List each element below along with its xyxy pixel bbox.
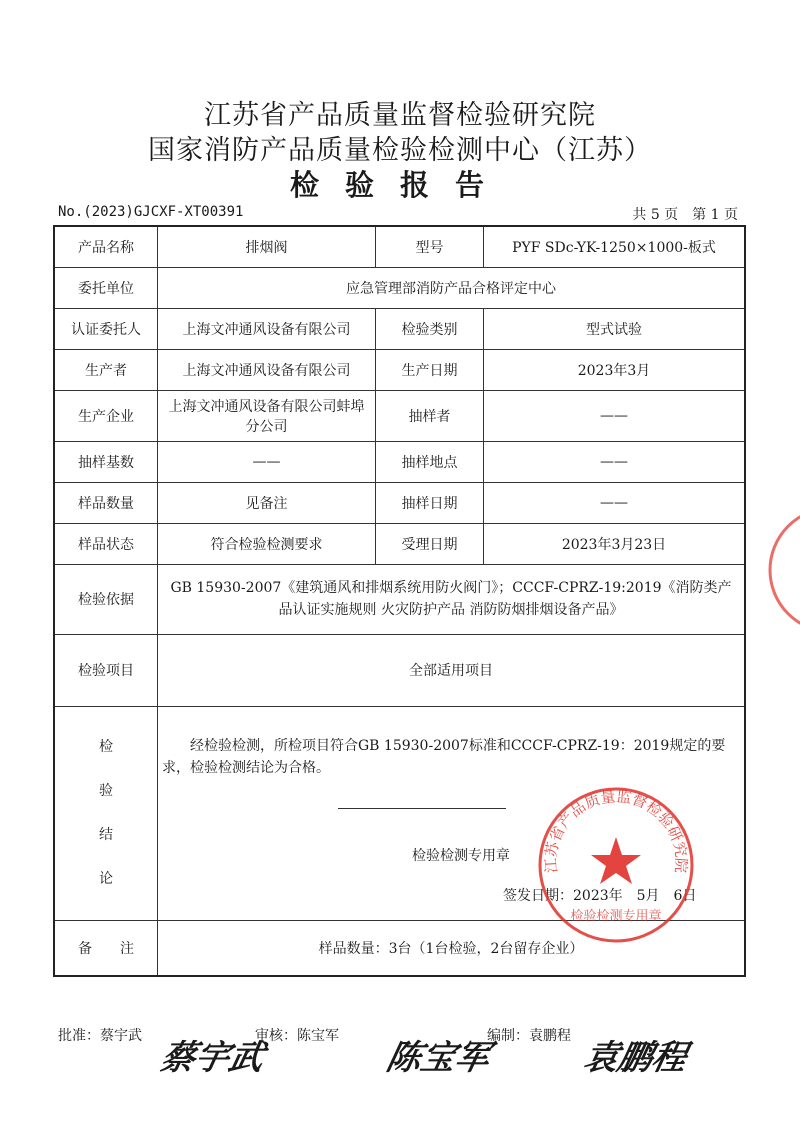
table-row xyxy=(54,226,745,267)
sample-base-value: —— xyxy=(158,441,376,482)
producer-label: 生产者 xyxy=(54,349,158,390)
client-label: 委托单位 xyxy=(54,267,158,308)
sample-place-label: 抽样地点 xyxy=(376,441,484,482)
producer-value: 上海文冲通风设备有限公司 xyxy=(158,349,376,390)
seal-bottom-text: 检验检测专用章 xyxy=(570,909,662,924)
table-row xyxy=(54,441,745,482)
product-name-label: 产品名称 xyxy=(54,226,158,267)
report-number: No.(2023)GJCXF-XT00391 xyxy=(58,204,244,220)
items-label: 检验项目 xyxy=(54,634,158,706)
seal-arc-text: 江苏省产品质量监督检验研究院 xyxy=(541,787,691,874)
conclusion-divider xyxy=(338,808,506,809)
report-title: 检验报告 xyxy=(289,168,510,202)
conclusion-text: 经检验检测，所检项目符合GB 15930-2007标准和CCCF-CPRZ-19：2019规定的要求，检验检测结论为合格。 xyxy=(162,737,726,776)
basis-value: GB 15930-2007《建筑通风和排烟系统用防火阀门》；CCCF-CPRZ-19:2019《消防类产品认证实施规则 火灾防护产品 消防防烟排烟设备产品》 xyxy=(158,564,746,634)
accept-date-label: 受理日期 xyxy=(376,523,484,564)
page-info: 共 5 页 第 1 页 xyxy=(632,207,738,223)
table-row xyxy=(54,564,745,634)
special-seal-label: 检验检测专用章 xyxy=(412,847,510,864)
model-value: PYF SDc-YK-1250×1000-板式 xyxy=(484,226,746,267)
test-type-value: 型式试验 xyxy=(484,308,746,349)
model-label: 型号 xyxy=(376,226,484,267)
items-value: 全部适用项目 xyxy=(158,634,746,706)
star-icon xyxy=(591,837,641,884)
enterprise-label: 生产企业 xyxy=(54,390,158,441)
table-row xyxy=(54,390,745,441)
edge-seal-fragment xyxy=(762,500,800,640)
sample-state-label: 样品状态 xyxy=(54,523,158,564)
sample-state-value: 符合检验检测要求 xyxy=(158,523,376,564)
cert-client-value: 上海文冲通风设备有限公司 xyxy=(158,308,376,349)
accept-date-value: 2023年3月23日 xyxy=(484,523,746,564)
conclusion-label: 检验结论 xyxy=(54,706,158,920)
sample-base-label: 抽样基数 xyxy=(54,441,158,482)
reviewer-label: 审核：陈宝军 xyxy=(255,1028,339,1044)
table-row xyxy=(54,267,745,308)
approver-signature: 蔡宇武 xyxy=(157,1038,268,1078)
approver-label: 批准：蔡宇武 xyxy=(58,1028,142,1044)
editor-label: 编制：袁鹏程 xyxy=(487,1028,571,1044)
table-row xyxy=(54,482,745,523)
table-row xyxy=(54,523,745,564)
sample-place-value: —— xyxy=(484,441,746,482)
basis-label: 检验依据 xyxy=(54,564,158,634)
sampler-value: —— xyxy=(484,390,746,441)
sampler-label: 抽样者 xyxy=(376,390,484,441)
remark-label: 备 注 xyxy=(54,920,158,976)
enterprise-value: 上海文冲通风设备有限公司蚌埠分公司 xyxy=(158,390,376,441)
sample-date-value: —— xyxy=(484,482,746,523)
sample-date-label: 抽样日期 xyxy=(376,482,484,523)
center-name: 国家消防产品质量检验检测中心（江苏） xyxy=(148,135,652,166)
table-row xyxy=(54,349,745,390)
sample-qty-label: 样品数量 xyxy=(54,482,158,523)
cert-client-label: 认证委托人 xyxy=(54,308,158,349)
prod-date-label: 生产日期 xyxy=(376,349,484,390)
product-name-value: 排烟阀 xyxy=(158,226,376,267)
test-type-label: 检验类别 xyxy=(376,308,484,349)
official-seal xyxy=(536,785,696,945)
sample-qty-value: 见备注 xyxy=(158,482,376,523)
table-row xyxy=(54,634,745,706)
remark-value: 样品数量：3台（1台检验，2台留存企业） xyxy=(158,920,746,976)
table-row xyxy=(54,308,745,349)
reviewer-signature: 陈宝军 xyxy=(383,1038,494,1078)
institute-name: 江苏省产品质量监督检验研究院 xyxy=(204,100,596,131)
client-value: 应急管理部消防产品合格评定中心 xyxy=(158,267,746,308)
editor-signature: 袁鹏程 xyxy=(580,1038,691,1078)
prod-date-value: 2023年3月 xyxy=(484,349,746,390)
issue-date: 签发日期：2023年 5月 6日 xyxy=(503,887,697,904)
